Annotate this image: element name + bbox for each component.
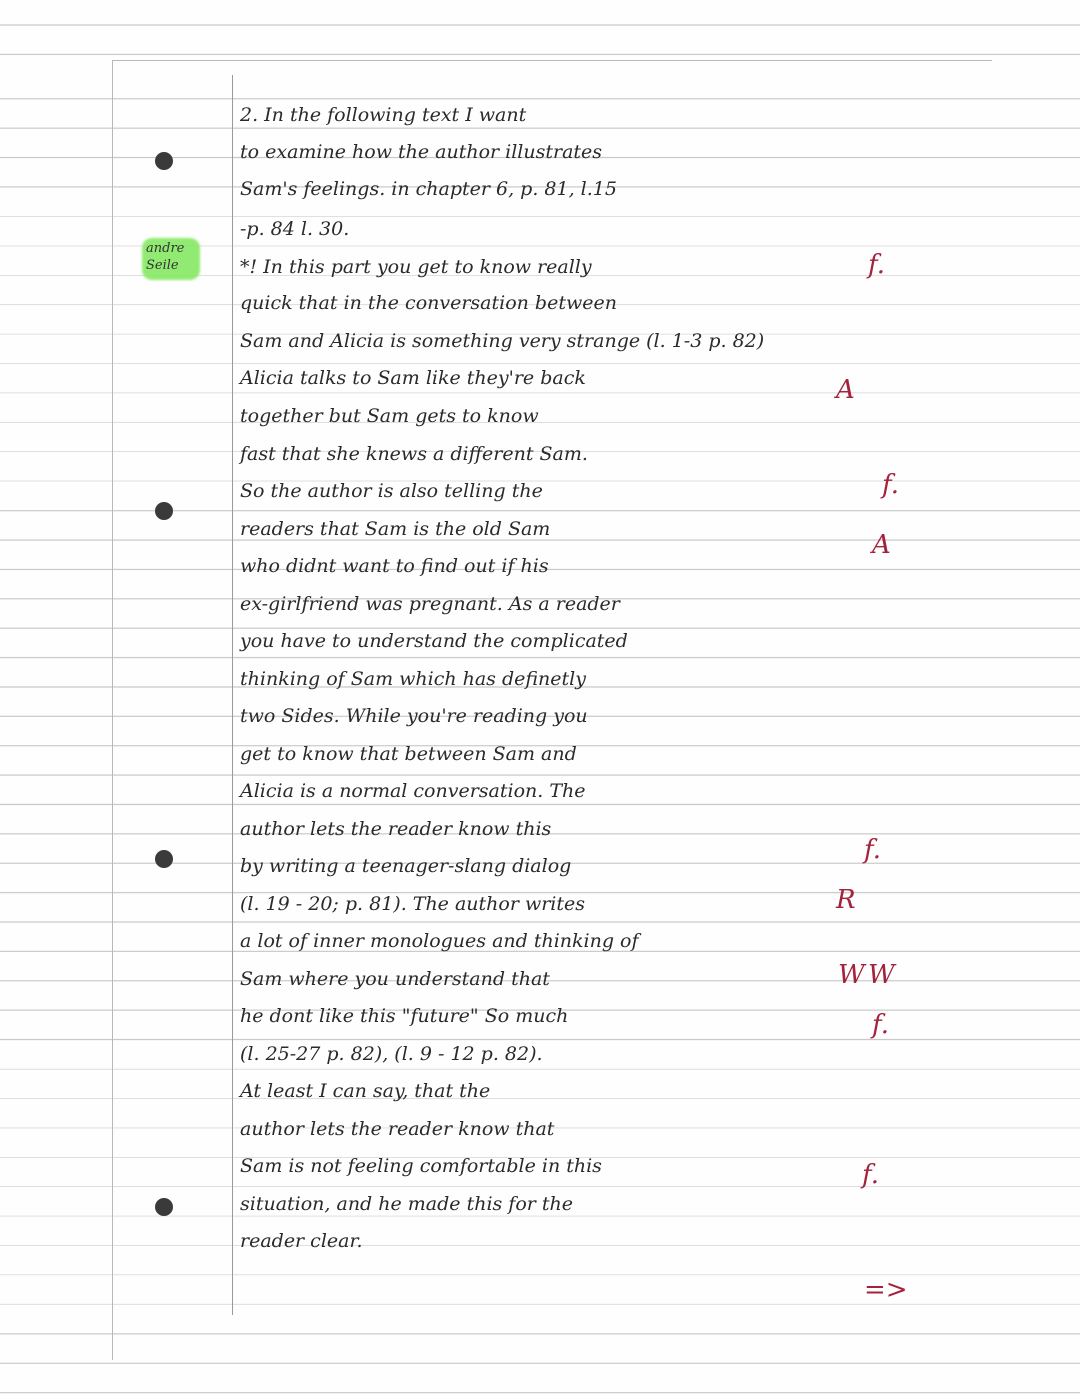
- margin-note-line: andre: [146, 241, 185, 256]
- text-line: he dont like this "future" So much: [240, 1005, 569, 1027]
- text-line: At least I can say, that the: [240, 1080, 491, 1102]
- text-line: author lets the reader know this: [240, 818, 552, 840]
- correction-mark: f.: [862, 1160, 879, 1190]
- text-line: Sam where you understand that: [240, 968, 550, 990]
- text-line: reader clear.: [240, 1230, 363, 1252]
- text-line: Sam is not feeling comfortable in this: [240, 1155, 602, 1177]
- text-line: situation, and he made this for the: [240, 1193, 574, 1215]
- text-line: a lot of inner monologues and thinking of: [240, 930, 639, 952]
- text-line: fast that she knews a different Sam.: [240, 443, 588, 465]
- correction-mark: f.: [882, 470, 899, 500]
- correction-mark: R: [836, 885, 856, 915]
- text-line: (l. 25-27 p. 82), (l. 9 - 12 p. 82).: [240, 1043, 543, 1065]
- punch-hole: [155, 1198, 173, 1216]
- correction-mark: =>: [864, 1275, 908, 1305]
- margin-note-line: Seile: [146, 258, 179, 273]
- text-line: ex-girlfriend was pregnant. As a reader: [240, 593, 620, 615]
- page-edge-left: [112, 60, 113, 1360]
- text-line: you have to understand the complicated: [240, 630, 628, 652]
- text-line: quick that in the conversation between: [240, 292, 617, 314]
- text-line: together but Sam gets to know: [240, 405, 539, 427]
- correction-mark: A: [872, 530, 891, 560]
- text-line: So the author is also telling the: [240, 480, 543, 502]
- correction-mark: W: [868, 960, 895, 990]
- punch-hole: [155, 502, 173, 520]
- text-line: author lets the reader know that: [240, 1118, 555, 1140]
- punch-hole: [155, 850, 173, 868]
- correction-mark: W: [838, 960, 865, 990]
- text-line: who didnt want to find out if his: [240, 555, 549, 577]
- text-line: by writing a teenager-slang dialog: [240, 855, 572, 877]
- text-line: get to know that between Sam and: [240, 743, 577, 765]
- text-line: (l. 19 - 20; p. 81). The author writes: [240, 893, 586, 915]
- text-line: -p. 84 l. 30.: [240, 218, 350, 240]
- text-line: Alicia talks to Sam like they're back: [240, 367, 586, 389]
- text-line: two Sides. While you're reading you: [240, 705, 588, 727]
- correction-mark: f.: [868, 250, 885, 280]
- margin-note: [146, 240, 206, 274]
- text-line: thinking of Sam which has definetly: [240, 668, 586, 690]
- correction-mark: A: [836, 375, 855, 405]
- text-line: 2. In the following text I want: [240, 104, 527, 126]
- page-edge-top: [112, 60, 992, 61]
- text-line: Sam's feelings. in chapter 6, p. 81, l.15: [240, 178, 617, 200]
- text-line: *! In this part you get to know really: [240, 256, 592, 278]
- correction-mark: f.: [864, 835, 881, 865]
- text-line: to examine how the author illustrates: [240, 141, 603, 163]
- correction-mark: f.: [872, 1010, 889, 1040]
- text-line: Alicia is a normal conversation. The: [240, 780, 586, 802]
- margin-line: [232, 75, 233, 1315]
- punch-hole: [155, 152, 173, 170]
- text-line: Sam and Alicia is something very strange (l. 1-3 p. 82): [240, 330, 765, 352]
- text-line: readers that Sam is the old Sam: [240, 518, 551, 540]
